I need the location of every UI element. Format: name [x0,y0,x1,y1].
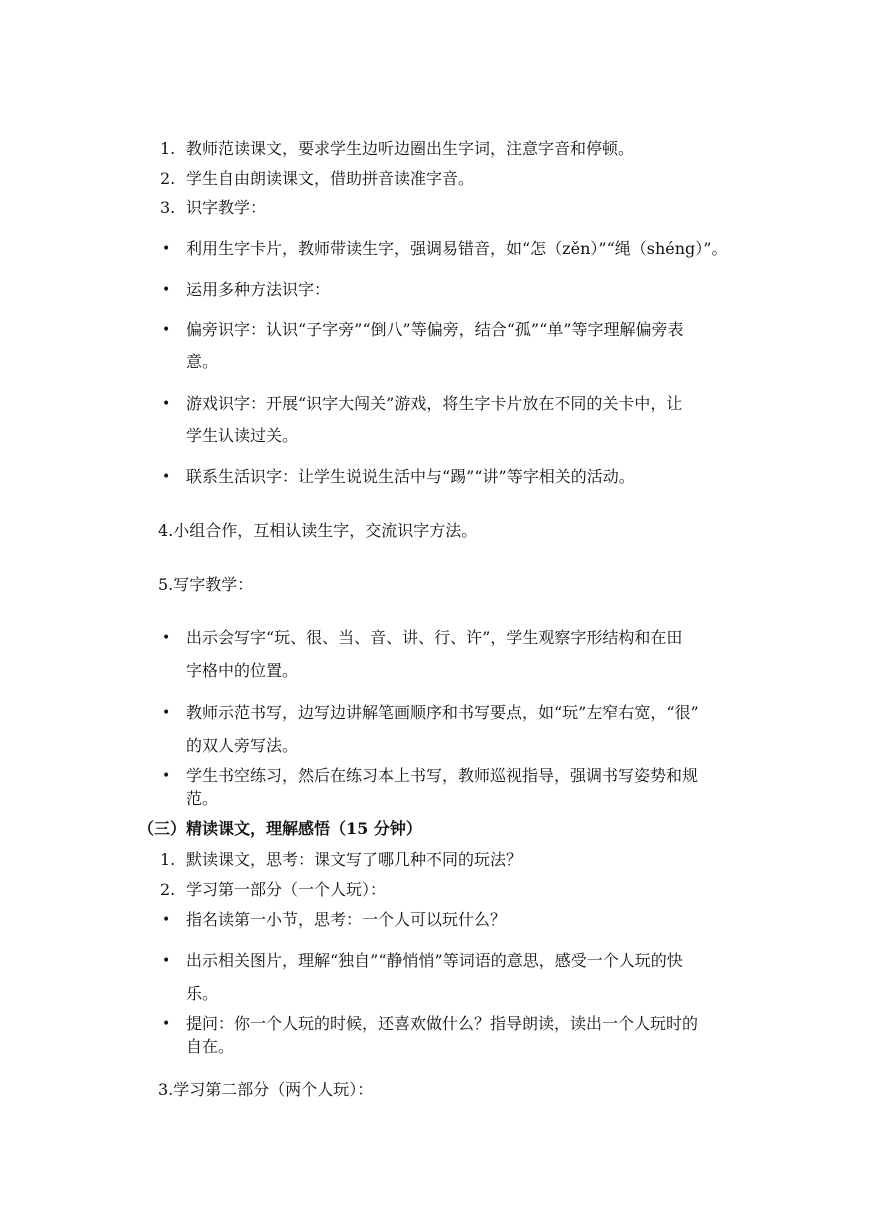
bullet-icon: • [162,912,171,928]
bullet-icon: • [162,322,171,338]
item-text: 出示会写字“玩、很、当、音、讲、行、许”，学生观察字形结构和在田 [186,628,683,647]
item-text: 默读课文，思考：课文写了哪几种不同的玩法？ [186,850,523,869]
paragraph-text: 5.写字教学： [158,575,254,594]
item-text: 字格中的位置。 [186,661,299,680]
item-text: 学生自由朗读课文，借助拼音读准字音。 [186,169,475,188]
item-number: 2. [160,169,176,188]
paragraph-text: 4.小组合作，互相认读生字，交流识字方法。 [158,521,478,540]
bullet-icon: • [162,953,171,969]
item-number: 1. [160,850,176,869]
item-text: 利用生字卡片，教师带读生字，强调易错音，如“怎（zěn）”“绳（shéng）”。 [186,239,728,258]
item-text: 联系生活识字：让学生说说生活中与“踢”“讲”等字相关的活动。 [186,467,635,486]
item-text: 偏旁识字：认识“子字旁”“倒八”等偏旁，结合“孤”“单”等字理解偏旁表 [186,320,684,339]
bullet-icon: • [162,282,171,298]
item-text: 意。 [186,352,219,371]
bullet-icon: • [162,469,171,485]
section-heading-text: （三）精读课文，理解感悟（15 分钟） [138,819,422,838]
item-text: 识字教学： [186,198,267,217]
item-text: 乐。 [186,984,219,1003]
bullet-icon: • [162,1016,171,1032]
item-text: 运用多种方法识字： [186,280,331,299]
bullet-icon: • [162,241,171,257]
item-text: 提问：你一个人玩的时候，还喜欢做什么？指导朗读，读出一个人玩时的 [186,1014,699,1033]
item-text: 的双人旁写法。 [186,736,299,755]
bullet-icon: • [162,768,171,784]
paragraph-text: 3.学习第二部分（两个人玩）： [158,1080,374,1099]
item-text: 学习第一部分（一个人玩）： [186,880,387,899]
bullet-icon: • [162,396,171,412]
item-text: 教师示范书写，边写边讲解笔画顺序和书写要点，如“玩”左窄右宽，“很” [186,703,699,722]
item-text: 学生书空练习，然后在练习本上书写，教师巡视指导，强调书写姿势和规 [186,766,699,785]
item-text: 教师范读课文，要求学生边听边圈出生字词，注意字音和停顿。 [186,139,635,158]
item-text: 学生认读过关。 [186,426,299,445]
item-number: 3. [160,198,176,217]
item-text: 自在。 [186,1037,235,1056]
item-text: 指名读第一小节，思考：一个人可以玩什么？ [186,910,507,929]
bullet-icon: • [162,630,171,646]
item-number: 1. [160,139,176,158]
item-text: 出示相关图片，理解“独自”“静悄悄”等词语的意思，感受一个人玩的快 [186,951,683,970]
item-text: 游戏识字：开展“识字大闯关”游戏，将生字卡片放在不同的关卡中，让 [186,394,683,413]
item-number: 2. [160,880,176,899]
item-text: 范。 [186,789,219,808]
bullet-icon: • [162,705,171,721]
